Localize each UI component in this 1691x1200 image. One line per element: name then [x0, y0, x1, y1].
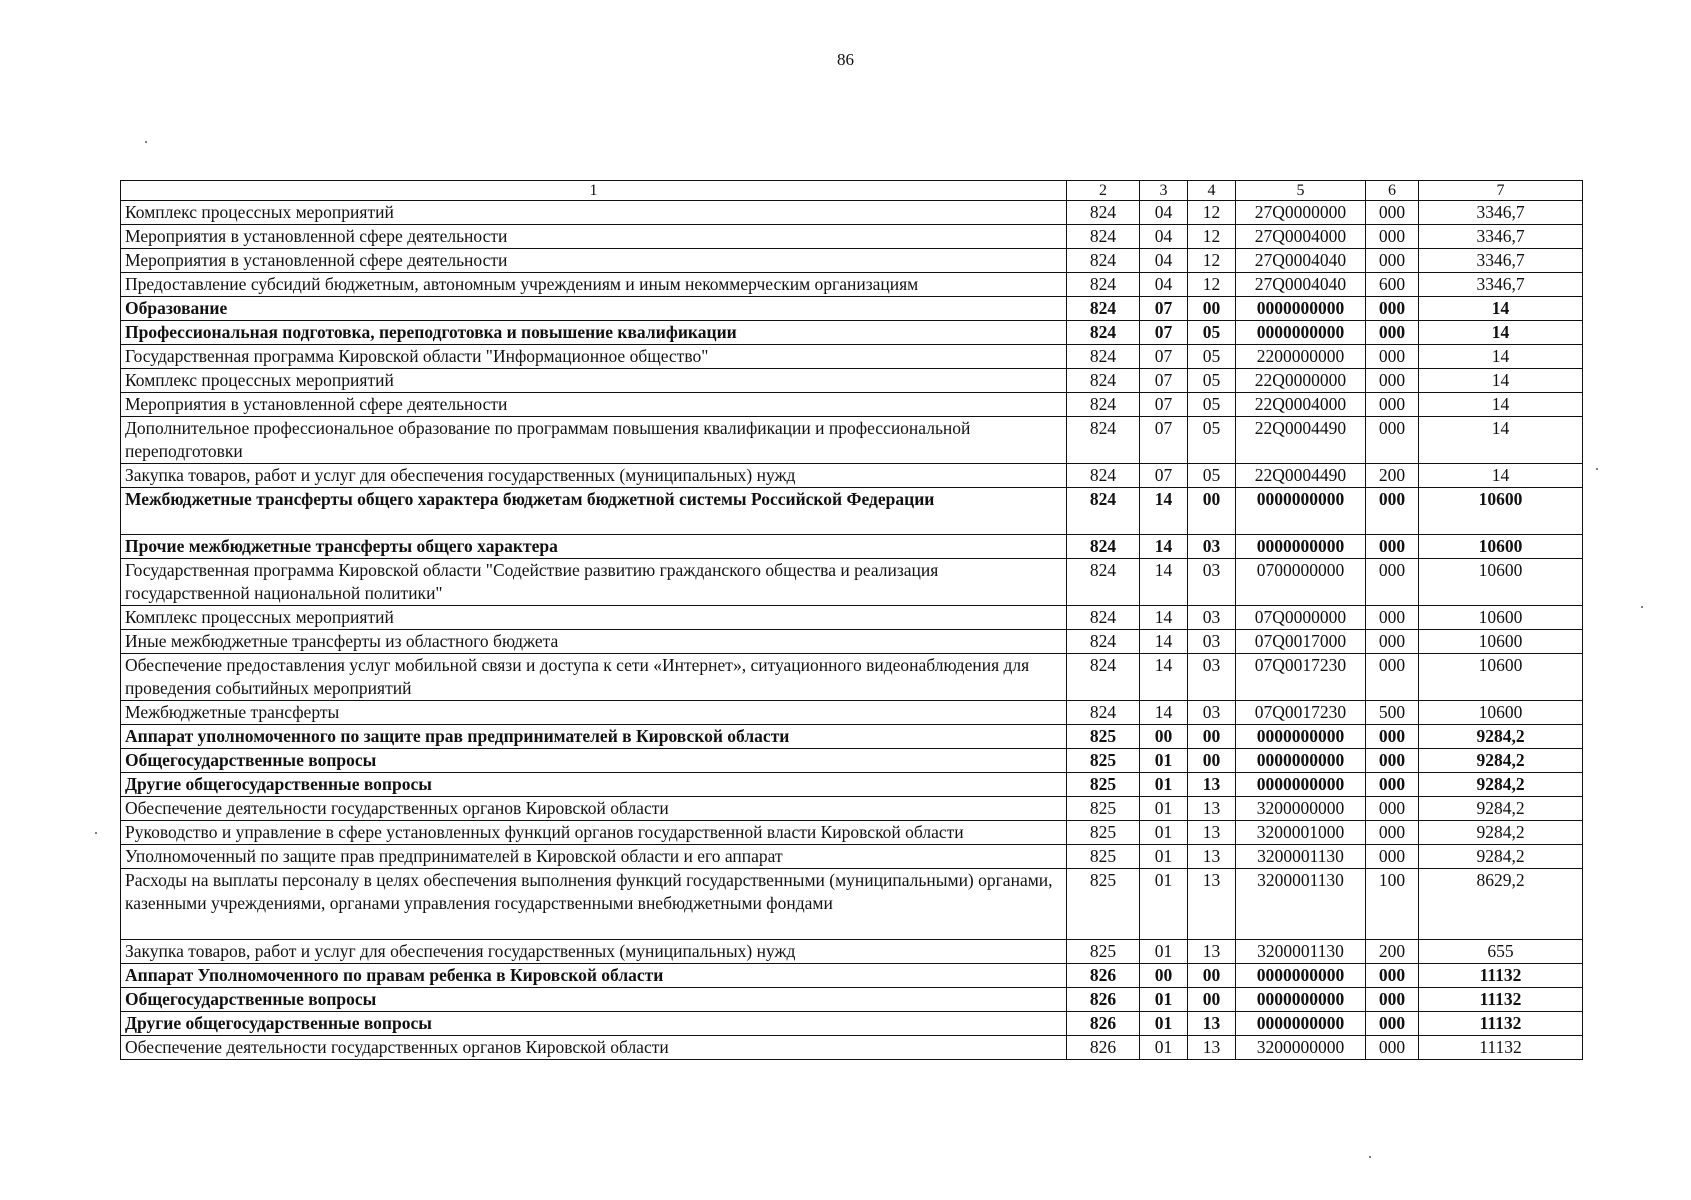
table-row [121, 749, 1583, 773]
col3-cell: 01 [1140, 869, 1188, 940]
col6-cell: 000 [1366, 488, 1419, 535]
col7-cell: 3346,7 [1419, 225, 1583, 249]
col7-cell: 9284,2 [1419, 725, 1583, 749]
col5-cell: 0000000000 [1236, 297, 1366, 321]
col4-cell: 13 [1188, 940, 1236, 964]
col5-cell: 27Q0004040 [1236, 273, 1366, 297]
col2-cell: 825 [1067, 797, 1140, 821]
scan-speck [145, 141, 147, 143]
table-row [121, 225, 1583, 249]
col4-cell: 00 [1188, 297, 1236, 321]
col4-cell: 13 [1188, 797, 1236, 821]
col3-cell: 01 [1140, 940, 1188, 964]
col4-cell: 03 [1188, 630, 1236, 654]
col6-cell: 000 [1366, 297, 1419, 321]
col2-cell: 824 [1067, 488, 1140, 535]
col3-cell: 04 [1140, 273, 1188, 297]
table-row [121, 725, 1583, 749]
table-row [121, 630, 1583, 654]
row-name-cell: Образование [121, 297, 1067, 321]
col3-cell: 14 [1140, 535, 1188, 559]
col2-cell: 824 [1067, 321, 1140, 345]
col2-cell: 826 [1067, 964, 1140, 988]
header-cell-6: 6 [1366, 181, 1419, 201]
col5-cell: 3200001130 [1236, 845, 1366, 869]
col5-cell: 0700000000 [1236, 559, 1366, 606]
col6-cell: 100 [1366, 869, 1419, 940]
table-row [121, 273, 1583, 297]
col4-cell: 05 [1188, 417, 1236, 464]
col2-cell: 824 [1067, 417, 1140, 464]
col4-cell: 13 [1188, 1036, 1236, 1060]
col7-cell: 10600 [1419, 488, 1583, 535]
row-name-cell: Комплекс процессных мероприятий [121, 369, 1067, 393]
col2-cell: 824 [1067, 249, 1140, 273]
col5-cell: 2200000000 [1236, 345, 1366, 369]
col2-cell: 826 [1067, 1036, 1140, 1060]
col4-cell: 03 [1188, 701, 1236, 725]
col2-cell: 824 [1067, 273, 1140, 297]
table-row [121, 535, 1583, 559]
col3-cell: 07 [1140, 417, 1188, 464]
col3-cell: 07 [1140, 369, 1188, 393]
col3-cell: 14 [1140, 559, 1188, 606]
col7-cell: 11132 [1419, 1012, 1583, 1036]
col2-cell: 825 [1067, 725, 1140, 749]
col7-cell: 3346,7 [1419, 201, 1583, 225]
row-name-cell: Общегосударственные вопросы [121, 988, 1067, 1012]
col5-cell: 3200000000 [1236, 1036, 1366, 1060]
col2-cell: 825 [1067, 821, 1140, 845]
col5-cell: 27Q0004000 [1236, 225, 1366, 249]
table-row [121, 654, 1583, 701]
col5-cell: 22Q0004000 [1236, 393, 1366, 417]
col7-cell: 10600 [1419, 606, 1583, 630]
header-cell-7: 7 [1419, 181, 1583, 201]
col7-cell: 14 [1419, 393, 1583, 417]
col5-cell: 22Q0004490 [1236, 464, 1366, 488]
table-row [121, 488, 1583, 535]
row-name-cell: Аппарат Уполномоченного по правам ребенка в Кировской области [121, 964, 1067, 988]
col3-cell: 14 [1140, 606, 1188, 630]
table-header-row [121, 181, 1583, 201]
col3-cell: 00 [1140, 964, 1188, 988]
row-name-cell: Дополнительное профессиональное образование по программам повышения квалификации и профессиональной переподготовки [121, 417, 1067, 464]
row-name-cell: Закупка товаров, работ и услуг для обеспечения государственных (муниципальных) нужд [121, 464, 1067, 488]
col7-cell: 655 [1419, 940, 1583, 964]
scan-speck [1641, 606, 1643, 608]
row-name-cell: Прочие межбюджетные трансферты общего характера [121, 535, 1067, 559]
col2-cell: 826 [1067, 1012, 1140, 1036]
col4-cell: 05 [1188, 393, 1236, 417]
row-name-cell: Государственная программа Кировской области "Информационное общество" [121, 345, 1067, 369]
col3-cell: 01 [1140, 1036, 1188, 1060]
col6-cell: 000 [1366, 988, 1419, 1012]
col7-cell: 10600 [1419, 535, 1583, 559]
col7-cell: 11132 [1419, 1036, 1583, 1060]
row-name-cell: Руководство и управление в сфере установленных функций органов государственной власти Кировской области [121, 821, 1067, 845]
col6-cell: 500 [1366, 701, 1419, 725]
col6-cell: 000 [1366, 393, 1419, 417]
col7-cell: 10600 [1419, 701, 1583, 725]
col6-cell: 000 [1366, 225, 1419, 249]
table-row [121, 701, 1583, 725]
table-row [121, 869, 1583, 940]
col4-cell: 12 [1188, 225, 1236, 249]
col7-cell: 11132 [1419, 988, 1583, 1012]
col7-cell: 3346,7 [1419, 273, 1583, 297]
col3-cell: 00 [1140, 725, 1188, 749]
col7-cell: 10600 [1419, 654, 1583, 701]
col2-cell: 825 [1067, 940, 1140, 964]
table-row [121, 201, 1583, 225]
col6-cell: 000 [1366, 606, 1419, 630]
row-name-cell: Уполномоченный по защите прав предпринимателей в Кировской области и его аппарат [121, 845, 1067, 869]
table-row [121, 321, 1583, 345]
col2-cell: 826 [1067, 988, 1140, 1012]
col4-cell: 03 [1188, 606, 1236, 630]
col6-cell: 000 [1366, 249, 1419, 273]
header-cell-5: 5 [1236, 181, 1366, 201]
row-name-cell: Предоставление субсидий бюджетным, автономным учреждениям и иным некоммерческим организациям [121, 273, 1067, 297]
col7-cell: 8629,2 [1419, 869, 1583, 940]
col3-cell: 07 [1140, 345, 1188, 369]
col7-cell: 9284,2 [1419, 821, 1583, 845]
col4-cell: 05 [1188, 369, 1236, 393]
col6-cell: 000 [1366, 559, 1419, 606]
col5-cell: 0000000000 [1236, 1012, 1366, 1036]
table-row [121, 821, 1583, 845]
col7-cell: 9284,2 [1419, 773, 1583, 797]
col2-cell: 824 [1067, 701, 1140, 725]
col6-cell: 000 [1366, 845, 1419, 869]
col4-cell: 03 [1188, 559, 1236, 606]
table-row [121, 940, 1583, 964]
row-name-cell: Иные межбюджетные трансферты из областного бюджета [121, 630, 1067, 654]
col7-cell: 10600 [1419, 630, 1583, 654]
col3-cell: 01 [1140, 1012, 1188, 1036]
col5-cell: 07Q0017230 [1236, 654, 1366, 701]
table-row [121, 464, 1583, 488]
col3-cell: 07 [1140, 393, 1188, 417]
col6-cell: 200 [1366, 464, 1419, 488]
col6-cell: 000 [1366, 654, 1419, 701]
col6-cell: 000 [1366, 345, 1419, 369]
col4-cell: 00 [1188, 988, 1236, 1012]
col6-cell: 000 [1366, 201, 1419, 225]
col6-cell: 000 [1366, 725, 1419, 749]
col4-cell: 05 [1188, 345, 1236, 369]
table-row [121, 393, 1583, 417]
row-name-cell: Мероприятия в установленной сфере деятельности [121, 249, 1067, 273]
header-cell-4: 4 [1188, 181, 1236, 201]
col3-cell: 01 [1140, 749, 1188, 773]
col7-cell: 3346,7 [1419, 249, 1583, 273]
row-name-cell: Общегосударственные вопросы [121, 749, 1067, 773]
col5-cell: 27Q0000000 [1236, 201, 1366, 225]
scan-speck [1596, 468, 1598, 470]
col2-cell: 824 [1067, 345, 1140, 369]
col5-cell: 3200001130 [1236, 940, 1366, 964]
row-name-cell: Другие общегосударственные вопросы [121, 773, 1067, 797]
col3-cell: 14 [1140, 701, 1188, 725]
row-name-cell: Обеспечение деятельности государственных органов Кировской области [121, 797, 1067, 821]
col6-cell: 000 [1366, 630, 1419, 654]
row-name-cell: Аппарат уполномоченного по защите прав предпринимателей в Кировской области [121, 725, 1067, 749]
col6-cell: 000 [1366, 321, 1419, 345]
col3-cell: 01 [1140, 797, 1188, 821]
scan-speck [1369, 1156, 1371, 1158]
col7-cell: 14 [1419, 417, 1583, 464]
row-name-cell: Обеспечение деятельности государственных органов Кировской области [121, 1036, 1067, 1060]
col4-cell: 12 [1188, 273, 1236, 297]
col7-cell: 9284,2 [1419, 797, 1583, 821]
col2-cell: 824 [1067, 225, 1140, 249]
col5-cell: 22Q0000000 [1236, 369, 1366, 393]
table-row [121, 988, 1583, 1012]
col6-cell: 000 [1366, 417, 1419, 464]
col2-cell: 824 [1067, 654, 1140, 701]
col6-cell: 000 [1366, 1012, 1419, 1036]
table-row [121, 345, 1583, 369]
col4-cell: 12 [1188, 249, 1236, 273]
col5-cell: 3200001130 [1236, 869, 1366, 940]
table-row [121, 1036, 1583, 1060]
col6-cell: 000 [1366, 821, 1419, 845]
col7-cell: 14 [1419, 321, 1583, 345]
col4-cell: 05 [1188, 321, 1236, 345]
col6-cell: 000 [1366, 964, 1419, 988]
col2-cell: 825 [1067, 869, 1140, 940]
col3-cell: 07 [1140, 321, 1188, 345]
row-name-cell: Закупка товаров, работ и услуг для обеспечения государственных (муниципальных) нужд [121, 940, 1067, 964]
col4-cell: 05 [1188, 464, 1236, 488]
col2-cell: 824 [1067, 559, 1140, 606]
col5-cell: 0000000000 [1236, 773, 1366, 797]
col3-cell: 01 [1140, 773, 1188, 797]
header-cell-1: 1 [121, 181, 1067, 201]
col6-cell: 000 [1366, 773, 1419, 797]
col2-cell: 825 [1067, 773, 1140, 797]
col3-cell: 07 [1140, 297, 1188, 321]
col2-cell: 824 [1067, 393, 1140, 417]
row-name-cell: Межбюджетные трансферты [121, 701, 1067, 725]
col2-cell: 824 [1067, 606, 1140, 630]
row-name-cell: Межбюджетные трансферты общего характера бюджетам бюджетной системы Российской Федерации [121, 488, 1067, 535]
col6-cell: 000 [1366, 797, 1419, 821]
col5-cell: 0000000000 [1236, 749, 1366, 773]
col6-cell: 600 [1366, 273, 1419, 297]
col4-cell: 03 [1188, 535, 1236, 559]
col6-cell: 000 [1366, 535, 1419, 559]
col7-cell: 14 [1419, 297, 1583, 321]
col4-cell: 13 [1188, 845, 1236, 869]
col2-cell: 824 [1067, 297, 1140, 321]
col5-cell: 07Q0000000 [1236, 606, 1366, 630]
col4-cell: 12 [1188, 201, 1236, 225]
col2-cell: 825 [1067, 749, 1140, 773]
col3-cell: 01 [1140, 988, 1188, 1012]
col4-cell: 00 [1188, 749, 1236, 773]
col5-cell: 0000000000 [1236, 964, 1366, 988]
col5-cell: 22Q0004490 [1236, 417, 1366, 464]
col6-cell: 000 [1366, 749, 1419, 773]
table-row [121, 797, 1583, 821]
col2-cell: 824 [1067, 464, 1140, 488]
col6-cell: 000 [1366, 1036, 1419, 1060]
row-name-cell: Мероприятия в установленной сфере деятельности [121, 393, 1067, 417]
row-name-cell: Обеспечение предоставления услуг мобильной связи и доступа к сети «Интернет», ситуационного видеонаблюдения для проведения событийных мероприятий [121, 654, 1067, 701]
col2-cell: 824 [1067, 369, 1140, 393]
budget-table [120, 180, 1583, 1060]
col4-cell: 00 [1188, 725, 1236, 749]
col5-cell: 3200001000 [1236, 821, 1366, 845]
col7-cell: 14 [1419, 464, 1583, 488]
col7-cell: 10600 [1419, 559, 1583, 606]
col2-cell: 824 [1067, 201, 1140, 225]
table-row [121, 559, 1583, 606]
row-name-cell: Мероприятия в установленной сфере деятельности [121, 225, 1067, 249]
col4-cell: 13 [1188, 1012, 1236, 1036]
table-row [121, 1012, 1583, 1036]
table-row [121, 369, 1583, 393]
page-number: 86 [837, 50, 854, 69]
col7-cell: 14 [1419, 369, 1583, 393]
col3-cell: 14 [1140, 488, 1188, 535]
col3-cell: 07 [1140, 464, 1188, 488]
col2-cell: 825 [1067, 845, 1140, 869]
col4-cell: 03 [1188, 654, 1236, 701]
col4-cell: 13 [1188, 821, 1236, 845]
col5-cell: 0000000000 [1236, 535, 1366, 559]
col3-cell: 04 [1140, 249, 1188, 273]
col5-cell: 3200000000 [1236, 797, 1366, 821]
col4-cell: 00 [1188, 488, 1236, 535]
col3-cell: 01 [1140, 845, 1188, 869]
col5-cell: 0000000000 [1236, 488, 1366, 535]
col4-cell: 13 [1188, 773, 1236, 797]
col3-cell: 01 [1140, 821, 1188, 845]
table-row [121, 845, 1583, 869]
header-cell-3: 3 [1140, 181, 1188, 201]
col5-cell: 07Q0017230 [1236, 701, 1366, 725]
table-row [121, 417, 1583, 464]
col5-cell: 0000000000 [1236, 321, 1366, 345]
col3-cell: 04 [1140, 225, 1188, 249]
table-row [121, 964, 1583, 988]
col6-cell: 000 [1366, 369, 1419, 393]
table-row [121, 249, 1583, 273]
scan-speck [95, 832, 97, 834]
col2-cell: 824 [1067, 535, 1140, 559]
col3-cell: 14 [1140, 630, 1188, 654]
col7-cell: 9284,2 [1419, 845, 1583, 869]
row-name-cell: Комплекс процессных мероприятий [121, 201, 1067, 225]
col5-cell: 0000000000 [1236, 988, 1366, 1012]
col7-cell: 9284,2 [1419, 749, 1583, 773]
col3-cell: 04 [1140, 201, 1188, 225]
col7-cell: 11132 [1419, 964, 1583, 988]
col6-cell: 200 [1366, 940, 1419, 964]
table-row [121, 773, 1583, 797]
row-name-cell: Комплекс процессных мероприятий [121, 606, 1067, 630]
header-cell-2: 2 [1067, 181, 1140, 201]
col5-cell: 27Q0004040 [1236, 249, 1366, 273]
col2-cell: 824 [1067, 630, 1140, 654]
row-name-cell: Расходы на выплаты персоналу в целях обеспечения выполнения функций государственными (муниципальными) органами, казенными учреждениями, органами управления государственными внебюджетными фондами [121, 869, 1067, 940]
row-name-cell: Профессиональная подготовка, переподготовка и повышение квалификации [121, 321, 1067, 345]
col7-cell: 14 [1419, 345, 1583, 369]
row-name-cell: Государственная программа Кировской области "Содействие развитию гражданского общества и реализация государственной национальной политики" [121, 559, 1067, 606]
col5-cell: 0000000000 [1236, 725, 1366, 749]
col5-cell: 07Q0017000 [1236, 630, 1366, 654]
table-row [121, 606, 1583, 630]
col4-cell: 00 [1188, 964, 1236, 988]
table-row [121, 297, 1583, 321]
col4-cell: 13 [1188, 869, 1236, 940]
col3-cell: 14 [1140, 654, 1188, 701]
row-name-cell: Другие общегосударственные вопросы [121, 1012, 1067, 1036]
